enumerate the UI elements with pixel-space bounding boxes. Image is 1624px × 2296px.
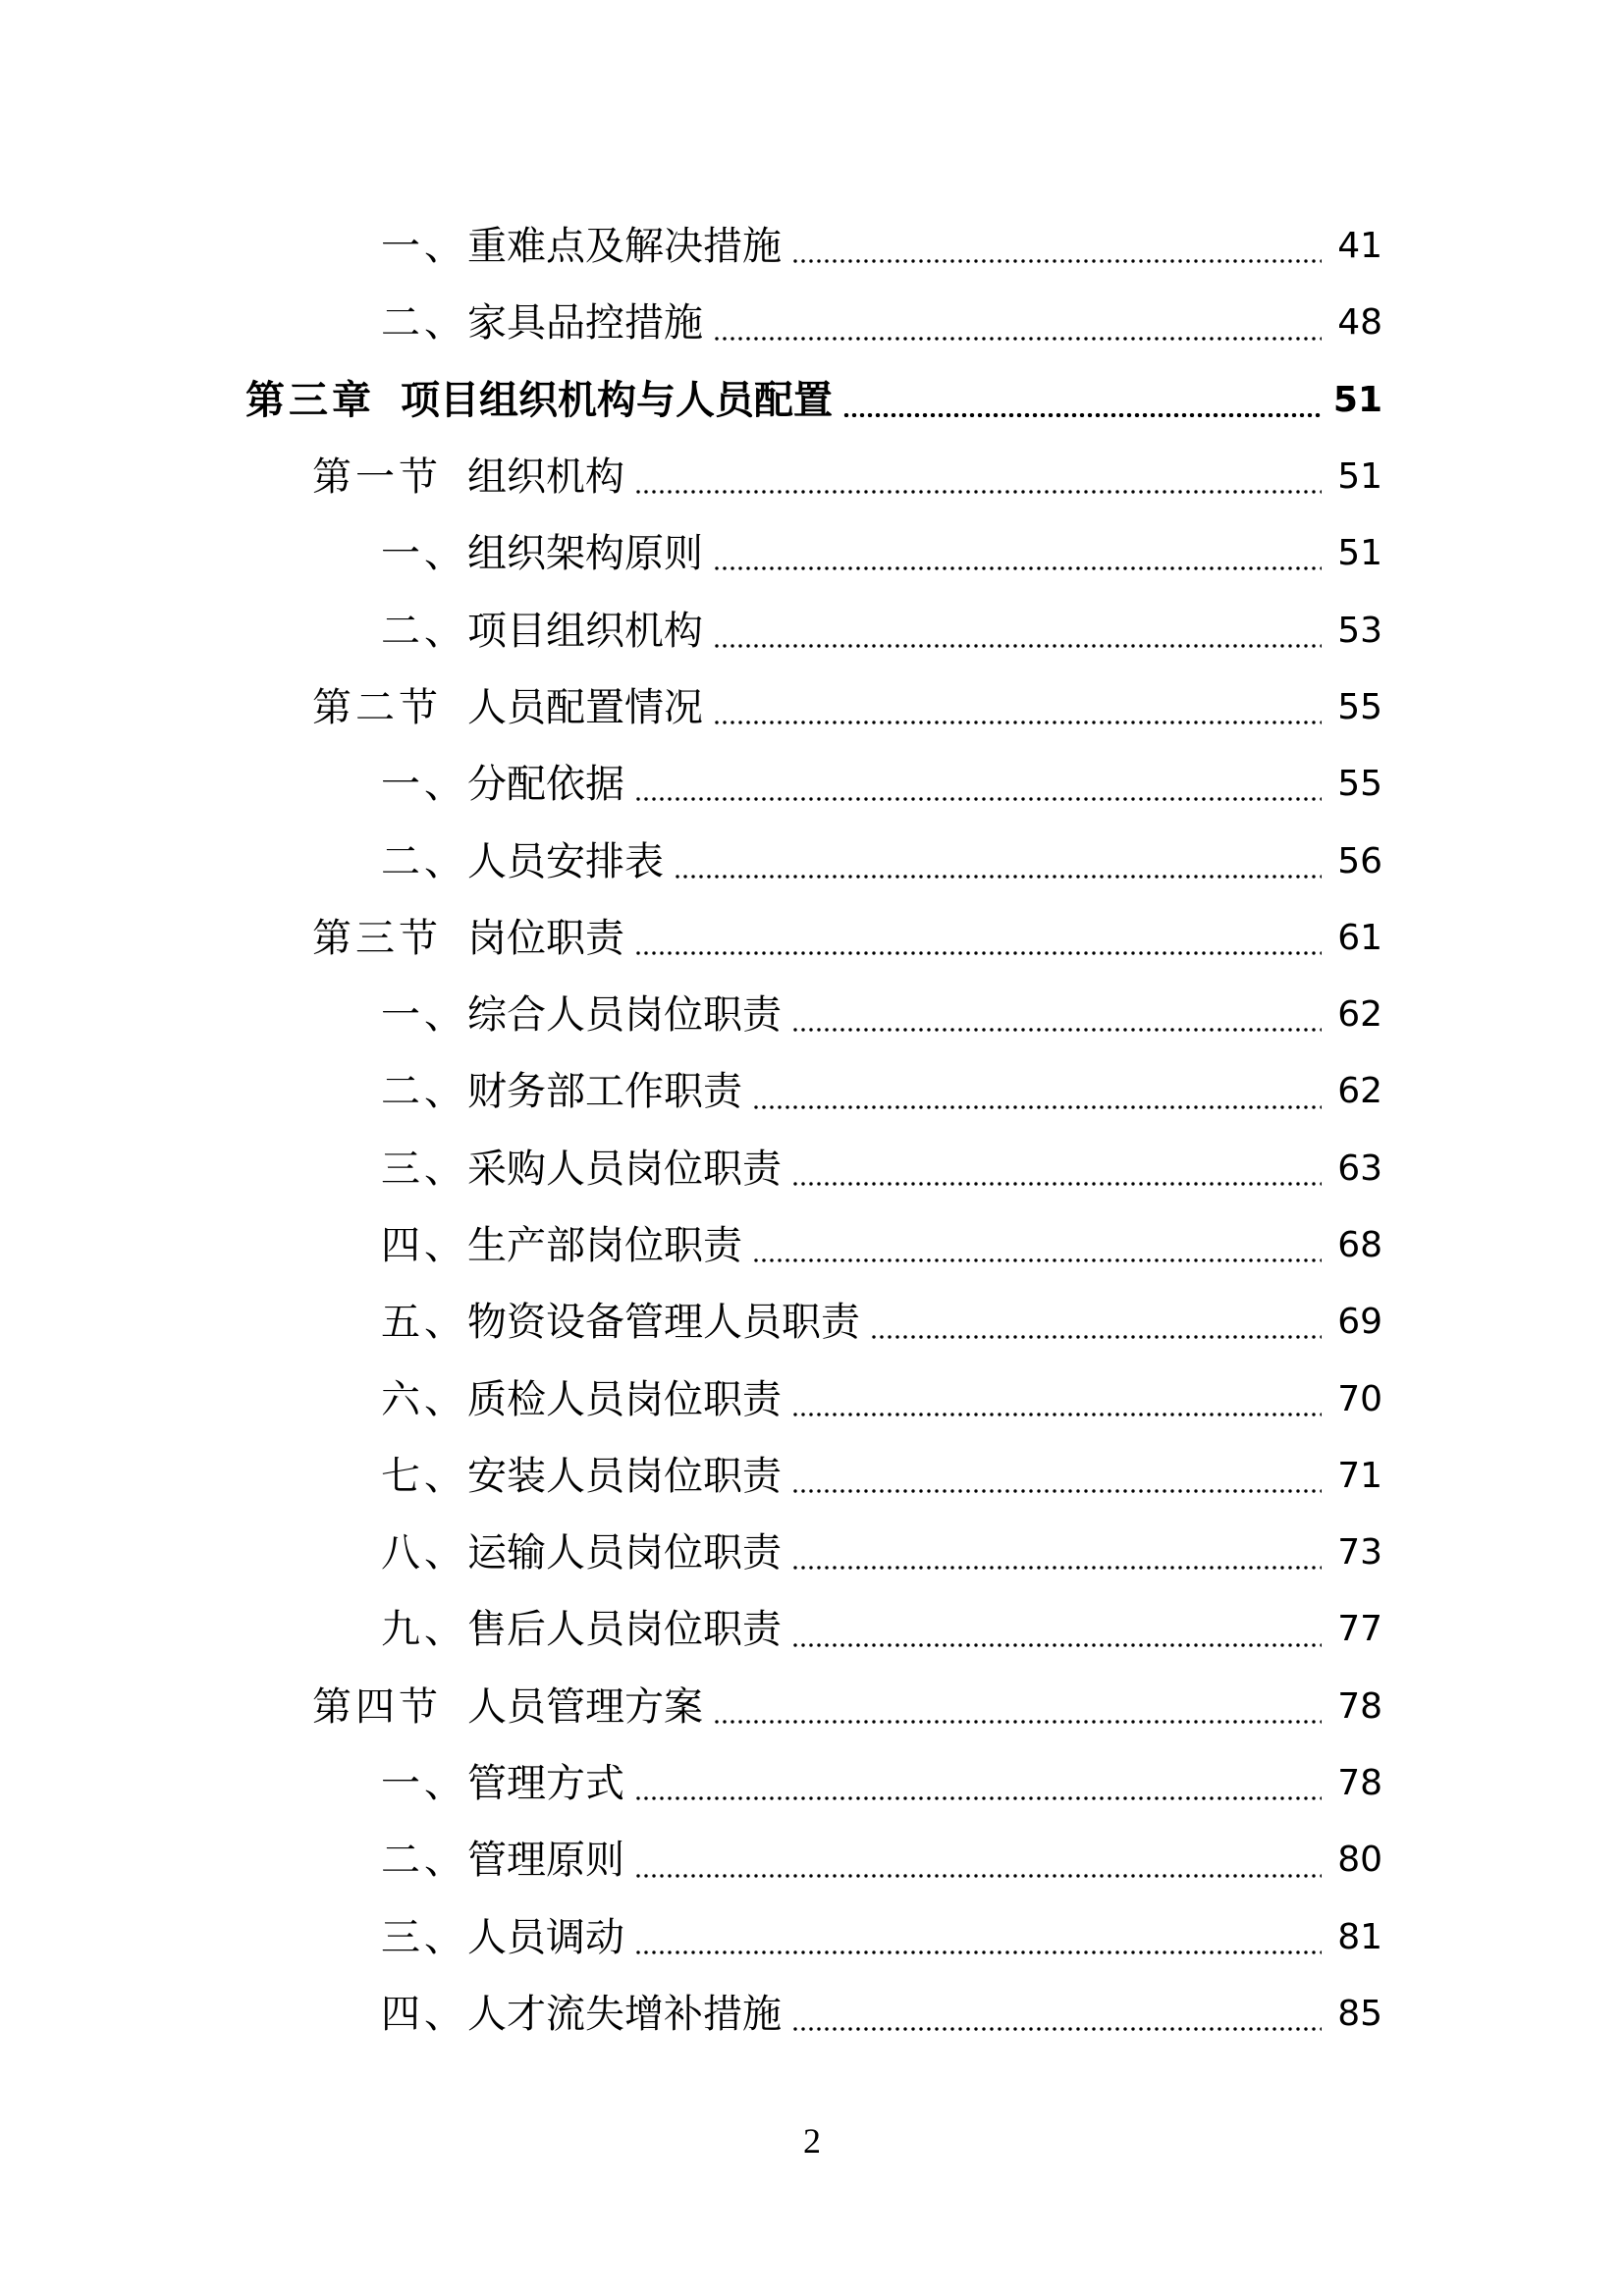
toc-subsection-entry[interactable] [0, 1745, 1624, 1822]
toc-entry-label [381, 1146, 782, 1192]
toc-entry-page: 51 [1332, 379, 1382, 420]
toc-subsection-entry[interactable] [0, 823, 1624, 899]
toc-entry-number: 一、 [381, 224, 467, 270]
dot-leader [752, 1105, 1322, 1109]
dot-leader [791, 2027, 1322, 2031]
toc-subsection-entry[interactable] [0, 592, 1624, 668]
dot-leader [713, 721, 1322, 724]
dot-leader [713, 337, 1322, 341]
toc-entry-title: 管理方式 [467, 1761, 624, 1807]
toc-entry-number: 八、 [381, 1530, 467, 1576]
toc-subsection-entry[interactable] [0, 1515, 1624, 1591]
toc-entry-label [312, 454, 624, 501]
toc-entry-label [381, 300, 703, 347]
toc-entry-number: 六、 [381, 1376, 467, 1422]
toc-entry-number: 二、 [381, 838, 467, 884]
toc-entry-label [381, 224, 782, 270]
toc-entry-number: 第一节 [312, 454, 442, 501]
toc-subsection-entry[interactable] [0, 1207, 1624, 1284]
toc-entry-label [381, 762, 624, 808]
toc-subsection-entry[interactable] [0, 1822, 1624, 1898]
toc-entry-page: 85 [1337, 1993, 1382, 2034]
dot-leader [791, 1489, 1322, 1493]
toc-subsection-entry[interactable] [0, 285, 1624, 361]
toc-entry-title: 生产部岗位职责 [467, 1223, 742, 1268]
toc-entry-label [312, 684, 703, 730]
dot-leader [713, 566, 1322, 570]
toc-entry-title: 组织架构原则 [467, 531, 703, 577]
toc-subsection-entry[interactable] [0, 1976, 1624, 2053]
toc-entry-page: 56 [1337, 840, 1382, 881]
toc-entry-page: 77 [1337, 1609, 1382, 1650]
toc-subsection-entry[interactable] [0, 746, 1624, 823]
toc-entry-title: 家具品控措施 [467, 300, 703, 347]
toc-section-entry[interactable] [0, 900, 1624, 977]
dot-leader [634, 951, 1322, 955]
toc-entry-number: 一、 [381, 1761, 467, 1807]
toc-entry-title: 物资设备管理人员职责 [467, 1300, 860, 1346]
toc-entry-number: 第四节 [312, 1683, 442, 1730]
toc-entry-page: 78 [1337, 1685, 1382, 1727]
toc-entry-page: 68 [1337, 1225, 1382, 1265]
toc-entry-title: 管理原则 [467, 1838, 624, 1884]
toc-section-entry[interactable] [0, 439, 1624, 515]
toc-entry-title: 人才流失增补措施 [467, 1991, 782, 2037]
toc-entry-number: 一、 [381, 531, 467, 577]
toc-entry-number: 一、 [381, 762, 467, 808]
toc-entry-page: 73 [1337, 1532, 1382, 1574]
toc-entry-label [381, 608, 703, 654]
toc-entry-number: 三、 [381, 1914, 467, 1960]
toc-entry-page: 55 [1337, 686, 1382, 727]
toc-entry-page: 71 [1337, 1455, 1382, 1496]
toc-entry-label [381, 1300, 860, 1346]
toc-entry-number: 二、 [381, 1838, 467, 1884]
toc-entry-number: 第三章 [245, 376, 375, 423]
toc-entry-title: 人员调动 [467, 1914, 624, 1960]
dot-leader [634, 1796, 1322, 1800]
toc-entry-label [381, 1530, 782, 1576]
toc-subsection-entry[interactable] [0, 1899, 1624, 1976]
dot-leader [870, 1335, 1322, 1339]
toc-entry-page: 51 [1337, 456, 1382, 498]
toc-entry-title: 岗位职责 [467, 915, 624, 961]
dot-leader [713, 644, 1322, 648]
toc-entry-title: 财务部工作职责 [467, 1069, 742, 1115]
toc-entry-number: 第三节 [312, 915, 442, 961]
dot-leader [791, 1028, 1322, 1032]
dot-leader [791, 259, 1322, 263]
toc-entry-label [381, 1223, 742, 1268]
toc-entry-title: 采购人员岗位职责 [467, 1146, 782, 1192]
toc-entry-label [381, 1453, 782, 1499]
toc-entry-number: 五、 [381, 1300, 467, 1346]
toc-entry-label [381, 838, 664, 884]
toc-entry-page: 69 [1337, 1302, 1382, 1343]
toc-section-entry[interactable] [0, 1669, 1624, 1745]
toc-entry-title: 售后人员岗位职责 [467, 1607, 782, 1653]
toc-entry-label [381, 1914, 624, 1960]
dot-leader [842, 413, 1322, 417]
toc-entry-label [381, 1607, 782, 1653]
toc-entry-page: 61 [1337, 917, 1382, 958]
toc-entry-page: 81 [1337, 1916, 1382, 1957]
dot-leader [674, 875, 1322, 879]
toc-chapter-entry[interactable] [0, 362, 1624, 439]
toc-entry-number: 一、 [381, 992, 467, 1039]
dot-leader [791, 1643, 1322, 1647]
toc-subsection-entry[interactable] [0, 1131, 1624, 1207]
dot-leader [791, 1566, 1322, 1570]
toc-subsection-entry[interactable] [0, 1284, 1624, 1361]
dot-leader [634, 797, 1322, 801]
toc-entry-label [381, 1838, 624, 1884]
dot-leader [791, 1182, 1322, 1186]
toc-entry-page: 63 [1337, 1148, 1382, 1189]
toc-entry-page: 53 [1337, 610, 1382, 651]
toc-entry-title: 分配依据 [467, 762, 624, 808]
dot-leader [634, 1874, 1322, 1878]
toc-entry-label [245, 376, 833, 423]
toc-entry-title: 人员安排表 [467, 838, 664, 884]
toc-entry-number: 第二节 [312, 684, 442, 730]
toc-entry-page: 55 [1337, 764, 1382, 805]
toc-entry-title: 人员配置情况 [467, 684, 703, 730]
page-number: 2 [803, 2121, 821, 2161]
toc-entry-page: 41 [1337, 226, 1382, 267]
toc-entry-page: 62 [1337, 1071, 1382, 1112]
dot-leader [752, 1258, 1322, 1262]
toc-entry-label [381, 1069, 742, 1115]
toc-entry-number: 四、 [381, 1991, 467, 2037]
dot-leader [634, 1950, 1322, 1954]
toc-entry-label [381, 531, 703, 577]
toc-entry-title: 组织机构 [467, 454, 624, 501]
toc-entry-title: 运输人员岗位职责 [467, 1530, 782, 1576]
toc-entry-label [381, 1991, 782, 2037]
toc-entry-label [312, 915, 624, 961]
toc-entry-title: 项目组织机构与人员配置 [401, 376, 833, 423]
toc-entry-number: 九、 [381, 1607, 467, 1653]
toc-entry-title: 安装人员岗位职责 [467, 1453, 782, 1499]
toc-subsection-entry[interactable] [0, 515, 1624, 592]
dot-leader [634, 490, 1322, 494]
toc-subsection-entry[interactable] [0, 1438, 1624, 1515]
toc-subsection-entry[interactable] [0, 1361, 1624, 1437]
toc-entry-title: 项目组织机构 [467, 608, 703, 654]
toc-entry-page: 62 [1337, 994, 1382, 1036]
table-of-contents [0, 208, 1624, 2053]
toc-entry-number: 二、 [381, 300, 467, 347]
toc-entry-number: 七、 [381, 1453, 467, 1499]
toc-entry-number: 二、 [381, 1069, 467, 1115]
toc-subsection-entry[interactable] [0, 208, 1624, 285]
toc-entry-page: 48 [1337, 302, 1382, 344]
toc-entry-title: 质检人员岗位职责 [467, 1376, 782, 1422]
dot-leader [713, 1720, 1322, 1724]
toc-subsection-entry[interactable] [0, 977, 1624, 1053]
toc-entry-title: 人员管理方案 [467, 1683, 703, 1730]
toc-subsection-entry[interactable] [0, 1591, 1624, 1668]
toc-subsection-entry[interactable] [0, 1053, 1624, 1130]
toc-entry-title: 重难点及解决措施 [467, 224, 782, 270]
toc-entry-label [381, 1761, 624, 1807]
toc-entry-number: 三、 [381, 1146, 467, 1192]
toc-entry-label [381, 1376, 782, 1422]
toc-section-entry[interactable] [0, 669, 1624, 746]
toc-entry-title: 综合人员岗位职责 [467, 992, 782, 1039]
toc-entry-page: 78 [1337, 1763, 1382, 1804]
toc-entry-page: 51 [1337, 533, 1382, 574]
toc-entry-label [312, 1683, 703, 1730]
toc-entry-label [381, 992, 782, 1039]
toc-entry-page: 70 [1337, 1378, 1382, 1419]
dot-leader [791, 1413, 1322, 1416]
toc-entry-number: 四、 [381, 1223, 467, 1268]
toc-entry-page: 80 [1337, 1840, 1382, 1881]
toc-entry-number: 二、 [381, 608, 467, 654]
